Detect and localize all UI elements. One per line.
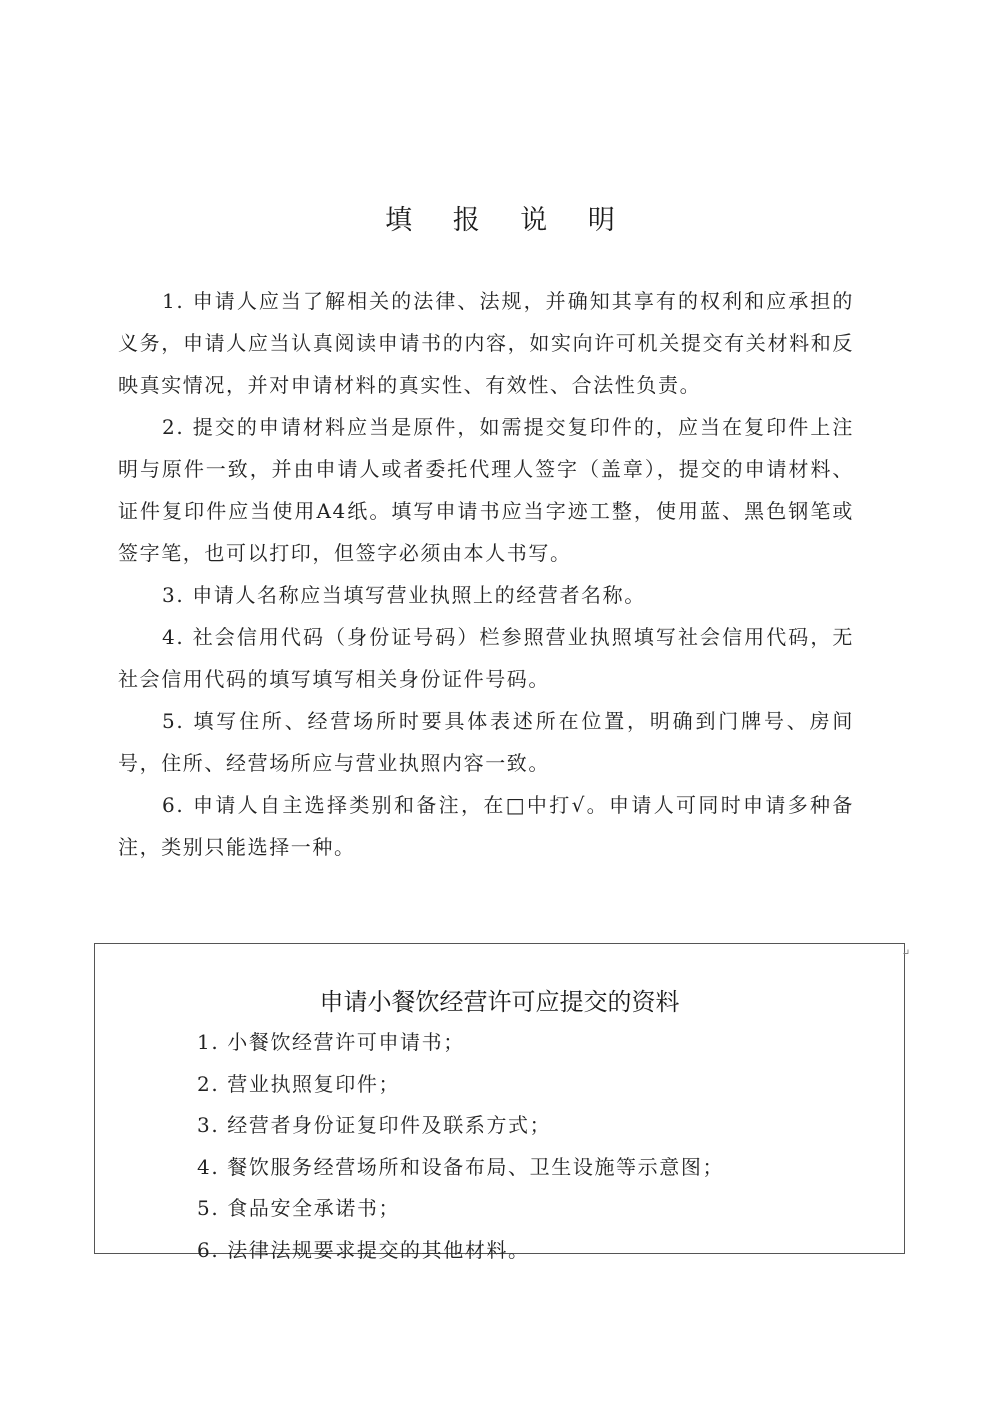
list-item: 2. 营业执照复印件； — [197, 1071, 401, 1096]
materials-box-title: 申请小餐饮经营许可应提交的资料 — [319, 988, 680, 1016]
instruction-paragraph: 5. 填写住所、经营场所时要具体表述所在位置，明确到门牌号、房间号，住所、经营场所应与营业执照内容一致。 — [118, 709, 854, 775]
instruction-paragraph: 2. 提交的申请材料应当是原件，如需提交复印件的，应当在复印件上注明与原件一致，并由申请人或者委托代理人签字（盖章），提交的申请材料、证件复印件应当使用A4纸。填写申请书应当字迹工整，使用蓝、黑色钢笔或签字笔，也可以打印，但签字必须由本人书写。 — [118, 415, 854, 565]
materials-list — [197, 1022, 724, 1271]
instruction-paragraph: 6. 申请人自主选择类别和备注，在□中打√。申请人可同时申请多种备注，类别只能选择一种。 — [118, 793, 854, 859]
list-item: 4. 餐饮服务经营场所和设备布局、卫生设施等示意图； — [197, 1154, 725, 1179]
list-item: 6. 法律法规要求提交的其他材料。 — [197, 1237, 530, 1262]
instruction-paragraph: 4. 社会信用代码（身份证号码）栏参照营业执照填写社会信用代码，无社会信用代码的填写填写相关身份证件号码。 — [118, 625, 854, 691]
paragraph-mark-icon: ↵ — [901, 948, 910, 959]
required-materials-box — [94, 943, 910, 1262]
list-item: 1. 小餐饮经营许可申请书； — [197, 1030, 465, 1054]
list-item: 3. 经营者身份证复印件及联系方式； — [197, 1113, 552, 1137]
page-title: 填 报 说 明 — [385, 205, 631, 237]
instructions-section — [118, 280, 854, 868]
instruction-paragraph: 3. 申请人名称应当填写营业执照上的经营者名称。 — [162, 583, 646, 607]
list-item: 5. 食品安全承诺书； — [197, 1196, 401, 1220]
instruction-paragraph: 1. 申请人应当了解相关的法律、法规，并确知其享有的权利和应承担的义务，申请人应当认真阅读申请书的内容，如实向许可机关提交有关材料和反映真实情况，并对申请材料的真实性、有效性、合法性负责。 — [118, 289, 854, 397]
